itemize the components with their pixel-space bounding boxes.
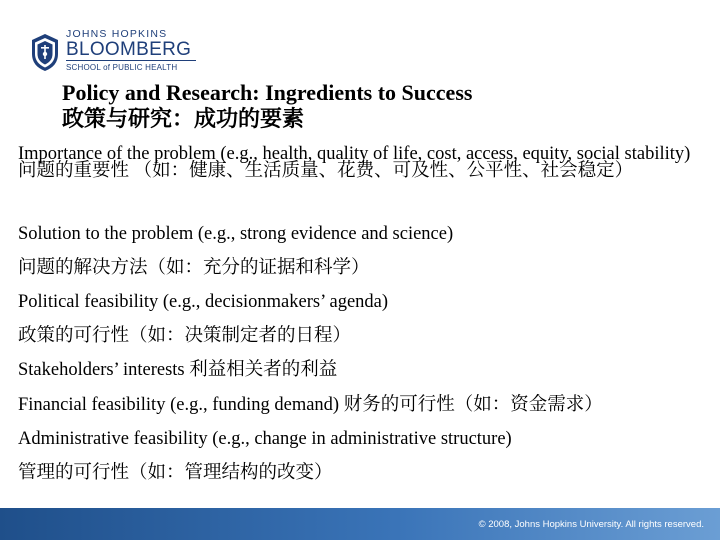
list-item-political: Political feasibility (e.g., decisionmakers’ agenda) bbox=[18, 292, 389, 312]
list-item-political-chinese: 政策的可行性（如：决策制定者的日程） bbox=[18, 326, 352, 346]
list-item-solution: Solution to the problem (e.g., strong evidence and science) bbox=[18, 224, 454, 244]
title-chinese: 政策与研究：成功的要素 bbox=[62, 106, 305, 131]
list-item-importance: Importance of the problem (e.g., health, quality of life, cost, access, equity, social stability) 问题的重要性 （如：健康、生活质量、花费、可及性、公平性、社会稳定） bbox=[18, 144, 691, 181]
list-item-financial: Financial feasibility (e.g., funding demand) 财务的可行性（如：资金需求） bbox=[18, 395, 603, 415]
list-item-administrative-chinese: 管理的可行性（如：管理结构的改变） bbox=[18, 463, 333, 483]
list-item-stakeholders: Stakeholders’ interests 利益相关者的利益 bbox=[18, 360, 338, 380]
title-english: Policy and Research: Ingredients to Success bbox=[62, 80, 473, 105]
list-item-solution-chinese: 问题的解决方法（如：充分的证据和科学） bbox=[18, 258, 370, 278]
logo-line-bloomberg: BLOOMBERG bbox=[66, 39, 192, 60]
slide-title bbox=[62, 80, 472, 132]
jhsph-logo bbox=[30, 28, 190, 78]
logo-line-school: SCHOOL of PUBLIC HEALTH bbox=[66, 60, 196, 73]
university-seal-icon bbox=[30, 32, 60, 72]
list-item-administrative: Administrative feasibility (e.g., change in administrative structure) bbox=[18, 429, 512, 449]
footer-bar bbox=[0, 508, 720, 540]
logo-wordmark bbox=[66, 28, 196, 73]
logo-line-johns-hopkins: JOHNS HOPKINS bbox=[66, 28, 168, 40]
copyright-notice: © 2008, Johns Hopkins University. All rights reserved. bbox=[478, 519, 704, 530]
